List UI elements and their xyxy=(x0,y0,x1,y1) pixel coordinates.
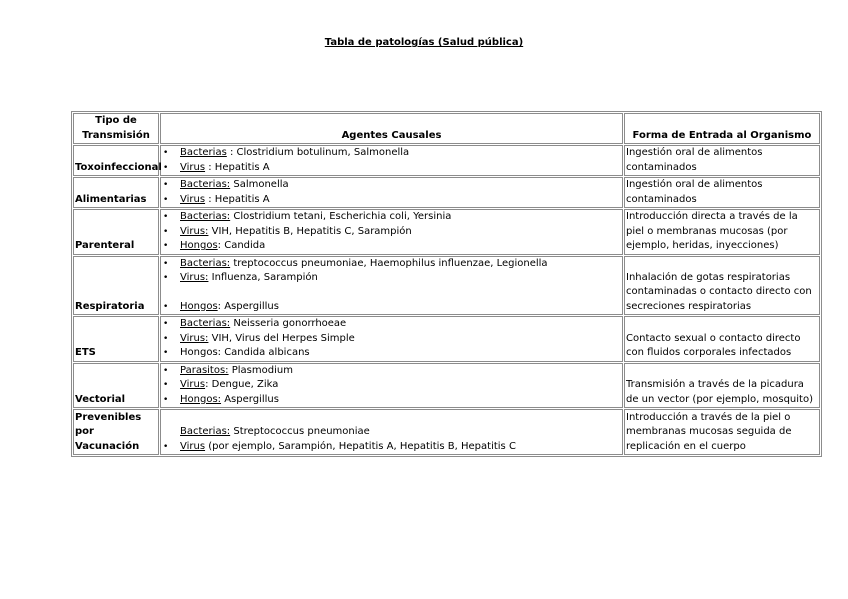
agentes-cell xyxy=(160,177,623,208)
agentes-cell xyxy=(160,145,623,176)
tipo-cell: Parenteral xyxy=(73,209,159,255)
agentes-list xyxy=(162,425,621,454)
list-item: • Virus: Dengue, Zika xyxy=(162,378,621,393)
header-row xyxy=(73,113,820,144)
header-tipo: Tipo de Transmisión xyxy=(73,113,159,144)
tipo-cell: Toxoinfeccional xyxy=(73,145,159,176)
list-item: Bacterias: Streptococcus pneumoniae xyxy=(180,426,370,437)
agentes-list xyxy=(162,364,621,408)
table-row xyxy=(73,256,820,316)
table-row xyxy=(73,145,820,176)
tipo-cell: ETS xyxy=(73,316,159,362)
list-item: • Hongos: Candida albicans xyxy=(162,346,621,361)
header-forma: Forma de Entrada al Organismo xyxy=(624,113,820,144)
document-title: Tabla de patologías (Salud pública) xyxy=(324,37,524,48)
agentes-list xyxy=(162,210,621,254)
forma-cell: Introducción directa a través de la piel o membranas mucosas (por ejemplo, heridas, inyecciones) xyxy=(624,209,820,255)
list-item: • Virus : Hepatitis A xyxy=(162,193,621,208)
forma-cell: Ingestión oral de alimentos contaminados xyxy=(624,145,820,176)
list-item: • Bacterias: Neisseria gonorrhoeae xyxy=(162,317,621,332)
forma-cell: Transmisión a través de la picadura de un vector (por ejemplo, mosquito) xyxy=(624,363,820,409)
agentes-list xyxy=(162,178,621,207)
pathology-table xyxy=(71,111,822,457)
list-item: • Virus (por ejemplo, Sarampión, Hepatitis A, Hepatitis B, Hepatitis C xyxy=(162,440,621,455)
table-row xyxy=(73,177,820,208)
list-item: • Bacterias: treptococcus pneumoniae, Haemophilus influenzae, Legionella xyxy=(162,257,621,272)
table-row xyxy=(73,209,820,255)
header-agentes: Agentes Causales xyxy=(160,113,623,144)
tipo-cell: Prevenibles por Vacunación xyxy=(73,409,159,455)
forma-cell: Contacto sexual o contacto directo con fluidos corporales infectados xyxy=(624,316,820,362)
list-item: • Hongos: Aspergillus xyxy=(162,300,621,315)
forma-cell: Ingestión oral de alimentos contaminados xyxy=(624,177,820,208)
list-item: • Virus: VIH, Virus del Herpes Simple xyxy=(162,332,621,347)
table-row xyxy=(73,409,820,455)
list-item: • Virus: VIH, Hepatitis B, Hepatitis C, Sarampión xyxy=(162,225,621,240)
table-row xyxy=(73,363,820,409)
tipo-cell: Respiratoria xyxy=(73,256,159,316)
agentes-cell xyxy=(160,363,623,409)
agentes-list xyxy=(162,146,621,175)
list-item: • Hongos: Aspergillus xyxy=(162,393,621,408)
list-item: • Virus : Hepatitis A xyxy=(162,161,621,176)
list-item: • Bacterias : Clostridium botulinum, Salmonella xyxy=(162,146,621,161)
agentes-cell xyxy=(160,409,623,455)
list-item: • Bacterias: Clostridium tetani, Escherichia coli, Yersinia xyxy=(162,210,621,225)
agentes-list xyxy=(162,317,621,361)
list-item: • Bacterias: Salmonella xyxy=(162,178,621,193)
agentes-cell xyxy=(160,256,623,316)
tipo-cell: Vectorial xyxy=(73,363,159,409)
agentes-cell xyxy=(160,316,623,362)
agentes-cell xyxy=(160,209,623,255)
table-row xyxy=(73,316,820,362)
list-item: • Parasitos: Plasmodium xyxy=(162,364,621,379)
forma-cell: Inhalación de gotas respiratorias contaminadas o contacto directo con secreciones respiratorias xyxy=(624,256,820,316)
tipo-cell: Alimentarias xyxy=(73,177,159,208)
agentes-list xyxy=(162,257,621,315)
list-item: • Hongos: Candida xyxy=(162,239,621,254)
forma-cell: Introducción a través de la piel o membranas mucosas seguida de replicación en el cuerpo xyxy=(624,409,820,455)
list-item: • Virus: Influenza, Sarampión xyxy=(162,271,621,286)
